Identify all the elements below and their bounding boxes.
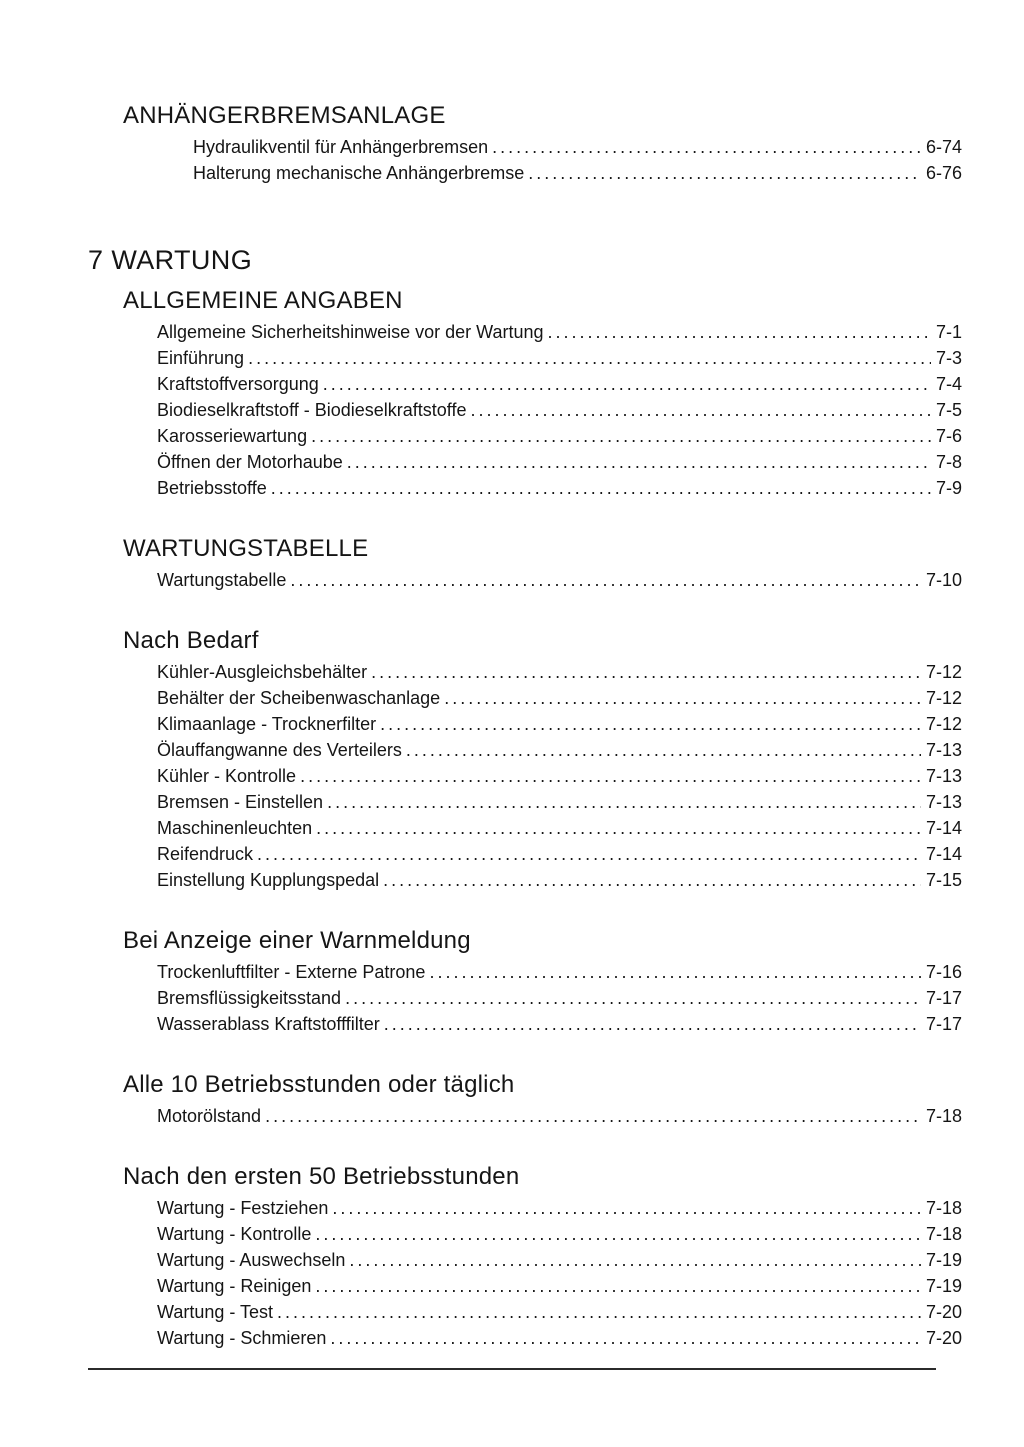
toc-entry — [157, 1247, 962, 1273]
toc-entry — [157, 1221, 962, 1247]
toc-dot-leader — [492, 134, 921, 160]
toc-entry-page: 7-14 — [925, 844, 962, 864]
toc-entry-label: Wartung - Auswechseln — [157, 1250, 346, 1270]
toc-entry-page: 6-74 — [925, 137, 962, 157]
toc-entry-label: Hydraulikventil für Anhängerbremsen — [193, 137, 489, 157]
toc-entry — [193, 160, 962, 186]
toc-entry-label: Maschinenleuchten — [157, 818, 313, 838]
section-heading: ANHÄNGERBREMSANLAGE — [123, 102, 446, 129]
toc-entry — [157, 737, 962, 763]
toc-entry-page: 7-18 — [925, 1198, 962, 1218]
toc-entry-page: 7-3 — [935, 348, 962, 368]
toc-entry-page: 7-13 — [925, 740, 962, 760]
toc-entry-page: 7-6 — [935, 426, 962, 446]
toc-entry-label: Wartung - Reinigen — [157, 1276, 312, 1296]
toc-entry-page: 7-9 — [935, 478, 962, 498]
footer-rule — [88, 1368, 936, 1370]
toc-entry — [157, 475, 962, 501]
toc-dot-leader — [548, 319, 931, 345]
toc-entry — [157, 685, 962, 711]
section-heading: Alle 10 Betriebsstunden oder täglich — [123, 1071, 515, 1098]
toc-section — [88, 1070, 962, 1129]
toc-entry — [157, 1299, 962, 1325]
section-heading: ALLGEMEINE ANGABEN — [123, 287, 403, 314]
toc-entry-label: Wartung - Schmieren — [157, 1328, 327, 1348]
toc-entry — [157, 763, 962, 789]
toc-dot-leader — [380, 711, 921, 737]
section-heading: Bei Anzeige einer Warnmeldung — [123, 927, 471, 954]
toc-entry-label: Wasserablass Kraftstofffilter — [157, 1014, 380, 1034]
toc-dot-leader — [383, 867, 921, 893]
toc-dot-leader — [290, 567, 921, 593]
toc-entry-label: Bremsflüssigkeitsstand — [157, 988, 342, 1008]
toc-entry — [157, 867, 962, 893]
toc-dot-leader — [406, 737, 921, 763]
toc-entry-page: 7-20 — [925, 1302, 962, 1322]
toc-entry-page: 7-20 — [925, 1328, 962, 1348]
toc-entry-page: 7-12 — [925, 688, 962, 708]
toc-section — [88, 286, 962, 501]
toc-dot-leader — [311, 423, 931, 449]
toc-dot-leader — [371, 659, 921, 685]
toc-entry — [157, 345, 962, 371]
section-heading: Nach Bedarf — [123, 627, 259, 654]
toc-entry-label: Bremsen - Einstellen — [157, 792, 324, 812]
chapter-heading: 7 WARTUNG — [88, 245, 253, 275]
toc-entry-page: 7-1 — [935, 322, 962, 342]
toc-section — [88, 626, 962, 893]
toc-dot-leader — [327, 789, 921, 815]
toc-dot-leader — [315, 1273, 921, 1299]
toc-entry — [157, 789, 962, 815]
toc-dot-leader — [444, 685, 921, 711]
toc-entries — [157, 1103, 962, 1129]
toc-entry-page: 7-5 — [935, 400, 962, 420]
toc-entry-page: 7-10 — [925, 570, 962, 590]
toc-entry-label: Einführung — [157, 348, 245, 368]
toc-dot-leader — [528, 160, 921, 186]
toc-dot-leader — [248, 345, 931, 371]
toc-entry — [157, 567, 962, 593]
toc-entry — [193, 134, 962, 160]
toc-dot-leader — [384, 1011, 921, 1037]
toc-entries — [157, 567, 962, 593]
toc-entry — [157, 959, 962, 985]
toc-entry-label: Karosseriewartung — [157, 426, 308, 446]
toc-dot-leader — [349, 1247, 921, 1273]
toc-entry-label: Kühler - Kontrolle — [157, 766, 297, 786]
toc-entry-page: 7-13 — [925, 766, 962, 786]
toc-entry — [157, 1195, 962, 1221]
toc-entry-page: 7-17 — [925, 988, 962, 1008]
toc-entry — [157, 319, 962, 345]
toc-entry-page: 6-76 — [925, 163, 962, 183]
toc-entry-label: Ölauffangwanne des Verteilers — [157, 740, 402, 760]
toc-entry-label: Reifendruck — [157, 844, 254, 864]
toc-dot-leader — [330, 1325, 921, 1351]
toc-section — [88, 1162, 962, 1351]
toc-entry-label: Wartung - Test — [157, 1302, 274, 1322]
toc-dot-leader — [316, 815, 921, 841]
toc-dot-leader — [429, 959, 921, 985]
toc-entry — [157, 423, 962, 449]
toc-entry-label: Behälter der Scheibenwaschanlage — [157, 688, 441, 708]
toc-entry-label: Wartungstabelle — [157, 570, 287, 590]
toc-entry-label: Wartung - Kontrolle — [157, 1224, 312, 1244]
toc-entry-label: Kühler-Ausgleichsbehälter — [157, 662, 368, 682]
toc-entry-label: Allgemeine Sicherheitshinweise vor der Wartung — [157, 322, 544, 342]
toc-dot-leader — [347, 449, 931, 475]
toc-entry-page: 7-4 — [935, 374, 962, 394]
toc-dot-leader — [257, 841, 921, 867]
toc-entry-label: Kraftstoffversorgung — [157, 374, 319, 394]
toc-entry — [157, 449, 962, 475]
toc-entry — [157, 1325, 962, 1351]
table-of-contents — [88, 101, 962, 1351]
toc-section — [88, 101, 962, 186]
toc-entry-page: 7-14 — [925, 818, 962, 838]
toc-dot-leader — [345, 985, 921, 1011]
toc-entry — [157, 371, 962, 397]
toc-entry-label: Biodieselkraftstoff - Biodieselkraftstoffe — [157, 400, 467, 420]
toc-entry-page: 7-8 — [935, 452, 962, 472]
toc-entry-label: Trockenluftfilter - Externe Patrone — [157, 962, 426, 982]
toc-entry — [157, 397, 962, 423]
toc-entry — [157, 1103, 962, 1129]
toc-entry-page: 7-18 — [925, 1106, 962, 1126]
toc-entry-page: 7-18 — [925, 1224, 962, 1244]
toc-entry-page: 7-19 — [925, 1276, 962, 1296]
section-heading: WARTUNGSTABELLE — [123, 535, 369, 562]
section-heading: Nach den ersten 50 Betriebsstunden — [123, 1163, 520, 1190]
toc-entry-page: 7-19 — [925, 1250, 962, 1270]
toc-entry-label: Motorölstand — [157, 1106, 262, 1126]
toc-entry — [157, 985, 962, 1011]
toc-entry — [157, 841, 962, 867]
toc-entries — [157, 1195, 962, 1351]
toc-entry-page: 7-12 — [925, 714, 962, 734]
toc-dot-leader — [277, 1299, 921, 1325]
toc-entry-page: 7-13 — [925, 792, 962, 812]
toc-entries — [157, 319, 962, 501]
toc-entries — [157, 659, 962, 893]
toc-entry — [157, 1273, 962, 1299]
toc-entry-label: Einstellung Kupplungspedal — [157, 870, 380, 890]
toc-entry — [157, 659, 962, 685]
toc-entry — [157, 711, 962, 737]
toc-entry — [157, 1011, 962, 1037]
toc-entry-page: 7-12 — [925, 662, 962, 682]
toc-entry-page: 7-17 — [925, 1014, 962, 1034]
toc-entries — [157, 959, 962, 1037]
toc-dot-leader — [265, 1103, 921, 1129]
toc-dot-leader — [471, 397, 931, 423]
toc-dot-leader — [315, 1221, 921, 1247]
toc-section — [88, 926, 962, 1037]
toc-entry-label: Betriebsstoffe — [157, 478, 267, 498]
toc-dot-leader — [300, 763, 921, 789]
toc-entry-page: 7-15 — [925, 870, 962, 890]
toc-entry-label: Öffnen der Motorhaube — [157, 452, 343, 472]
toc-entries — [193, 134, 962, 186]
toc-dot-leader — [323, 371, 931, 397]
toc-section — [88, 534, 962, 593]
toc-entry-label: Halterung mechanische Anhängerbremse — [193, 163, 525, 183]
toc-entry-label: Klimaanlage - Trocknerfilter — [157, 714, 377, 734]
toc-entry — [157, 815, 962, 841]
toc-entry-page: 7-16 — [925, 962, 962, 982]
toc-dot-leader — [332, 1195, 921, 1221]
toc-dot-leader — [271, 475, 931, 501]
toc-entry-label: Wartung - Festziehen — [157, 1198, 329, 1218]
